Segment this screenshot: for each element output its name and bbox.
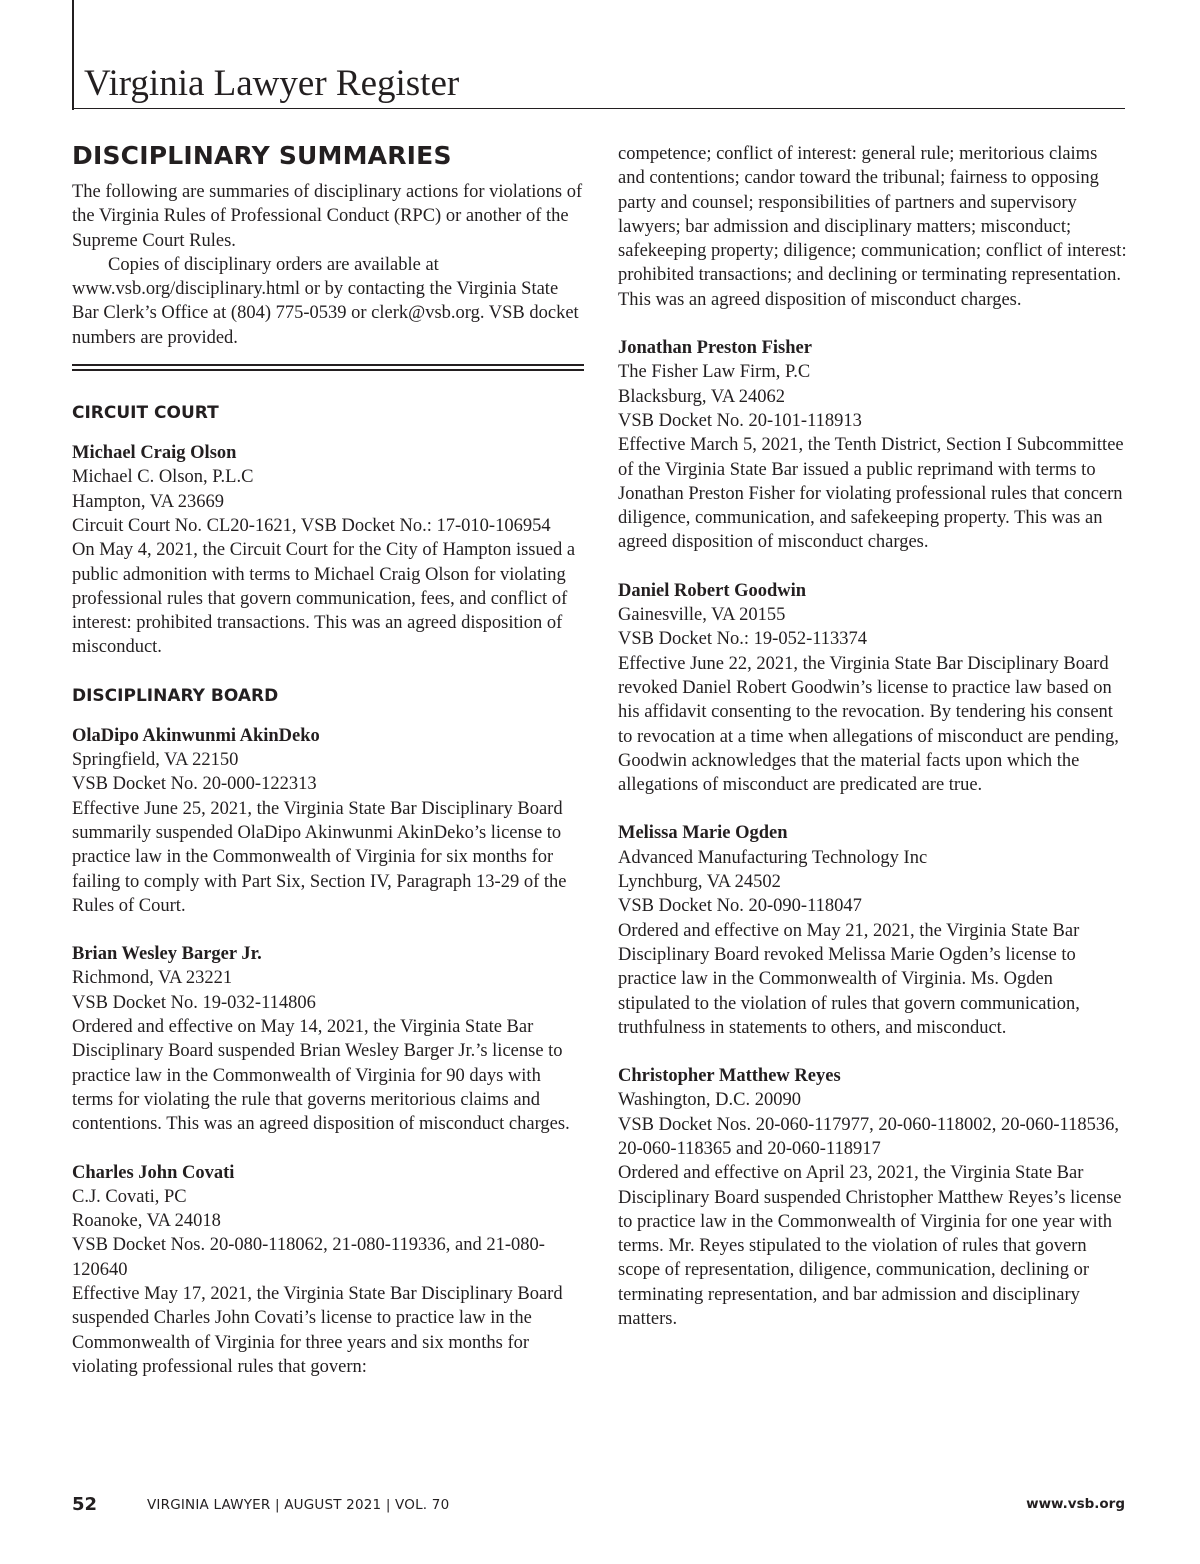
location-line: Richmond, VA 23221 bbox=[72, 968, 233, 989]
website-link[interactable]: www.vsb.org bbox=[1026, 1496, 1125, 1512]
section-heading-circuit-court: CIRCUIT COURT bbox=[72, 403, 219, 424]
entry-body: Effective May 17, 2021, the Virginia State Bar Disciplinary Board suspended Charles John Covati’s license to practice law in the Commonwealth of Virginia for three years and six months for violating professional rules that govern: bbox=[72, 1283, 563, 1377]
publication-info: VIRGINIA LAWYER | AUGUST 2021 | VOL. 70 bbox=[147, 1497, 450, 1513]
firm-line: C.J. Covati, PC bbox=[72, 1186, 187, 1207]
location-line: Springfield, VA 22150 bbox=[72, 750, 239, 771]
entry-body: Ordered and effective on May 21, 2021, the Virginia State Bar Disciplinary Board revoked Melissa Marie Ogden’s license to practice law in the Commonwealth of Virginia. Ms. Ogden stipulated to the violation of rules that govern communication, truthfulness in statements to others, and misconduct. bbox=[618, 920, 1080, 1038]
double-rule-divider bbox=[72, 364, 584, 371]
location-line: Blacksburg, VA 24062 bbox=[618, 386, 786, 407]
intro-paragraph: The following are summaries of disciplinary actions for violations of the Virginia Rules of Professional Conduct (RPC) or another of the Supreme Court Rules. bbox=[72, 182, 583, 251]
section-heading-disciplinary-board: DISCIPLINARY BOARD bbox=[72, 685, 279, 706]
attorney-name: Daniel Robert Goodwin bbox=[618, 580, 807, 601]
page-number: 52 bbox=[72, 1494, 98, 1515]
entry-fisher bbox=[618, 336, 1128, 555]
entry-body: Effective March 5, 2021, the Tenth District, Section I Subcommittee of the Virginia State Bar issued a public reprimand with terms to Jonathan Preston Fisher for violating professional rules that concern diligence, communication, and safekeeping property. This was an agreed disposition of misconduct charges. bbox=[618, 435, 1124, 553]
entry-covati bbox=[72, 1161, 584, 1380]
docket-line: VSB Docket No. 20-090-118047 bbox=[618, 896, 862, 917]
entry-body: On May 4, 2021, the Circuit Court for the City of Hampton issued a public admonition with terms to Michael Craig Olson for violating professional rules that govern communication, fees, and conflict of interest: prohibited transactions. This was an agreed disposition of misconduct. bbox=[72, 540, 576, 658]
page-footer bbox=[72, 1494, 1125, 1516]
docket-line: VSB Docket No. 19-032-114806 bbox=[72, 992, 316, 1013]
location-line: Washington, D.C. 20090 bbox=[618, 1090, 801, 1111]
entry-body: Ordered and effective on April 23, 2021, the Virginia State Bar Disciplinary Board suspended Christopher Matthew Reyes’s license to practice law in the Commonwealth of Virginia for one year with terms. Mr. Reyes stipulated to the violation of rules that govern scope of representation, diligence, communication, declining or terminating representation, and bar admission and disciplinary matters. bbox=[618, 1163, 1122, 1330]
entry-reyes bbox=[618, 1064, 1128, 1331]
attorney-name: Charles John Covati bbox=[72, 1162, 235, 1183]
docket-line: VSB Docket No. 20-000-122313 bbox=[72, 774, 317, 795]
left-column bbox=[72, 140, 584, 1379]
firm-line: Michael C. Olson, P.L.C bbox=[72, 467, 254, 488]
attorney-name: Brian Wesley Barger Jr. bbox=[72, 944, 262, 965]
attorney-name: Michael Craig Olson bbox=[72, 443, 237, 464]
page-header-title: Virginia Lawyer Register bbox=[84, 63, 460, 104]
docket-line: VSB Docket Nos. 20-080-118062, 21-080-119336, and 21-080-120640 bbox=[72, 1235, 545, 1280]
main-heading: DISCIPLINARY SUMMARIES bbox=[72, 141, 452, 170]
entry-body: Effective June 22, 2021, the Virginia State Bar Disciplinary Board revoked Daniel Robert Goodwin’s license to practice law based on his affidavit consenting to the revocation. By tendering his consent to revocation at a time when allegations of misconduct are pending, Goodwin acknowledges that the material facts upon which the allegations of misconduct are predicated are true. bbox=[618, 653, 1119, 796]
location-line: Gainesville, VA 20155 bbox=[618, 605, 786, 626]
docket-line: Circuit Court No. CL20-1621, VSB Docket No.: 17-010-106954 bbox=[72, 515, 551, 536]
continued-paragraph: competence; conflict of interest: general rule; meritorious claims and contentions; candor toward the tribunal; fairness to opposing party and counsel; responsibilities of partners and supervisory lawyers; bar admission and disciplinary matters; misconduct; safekeeping property; diligence; communication; conflict of interest: prohibited transactions; and declining or terminating representation. This was an agreed disposition of misconduct charges. bbox=[618, 144, 1127, 310]
entry-ogden bbox=[618, 821, 1128, 1040]
entry-body: Ordered and effective on May 14, 2021, the Virginia State Bar Disciplinary Board suspended Brian Wesley Barger Jr.’s license to practice law in the Commonwealth of Virginia for 90 days with terms for violating the rule that governs meritorious claims and contentions. This was an agreed disposition of misconduct charges. bbox=[72, 1017, 570, 1135]
docket-line: VSB Docket No.: 19-052-113374 bbox=[618, 629, 868, 650]
header-vertical-rule bbox=[72, 0, 74, 110]
intro-contact-paragraph: Copies of disciplinary orders are available at www.vsb.org/disciplinary.html or by contacting the Virginia State Bar Clerk’s Office at (804) 775-0539 or clerk@vsb.org. VSB docket numbers are provided. bbox=[72, 254, 579, 348]
entry-akindeko bbox=[72, 724, 584, 918]
entry-goodwin bbox=[618, 579, 1128, 798]
docket-line: VSB Docket No. 20-101-118913 bbox=[618, 410, 862, 431]
attorney-name: OlaDipo Akinwunmi AkinDeko bbox=[72, 725, 320, 746]
entry-body: Effective June 25, 2021, the Virginia State Bar Disciplinary Board summarily suspended OlaDipo Akinwunmi AkinDeko’s license to practice law in the Commonwealth of Virginia for six months for failing to comply with Part Six, Section IV, Paragraph 13-29 of the Rules of Court. bbox=[72, 798, 567, 916]
right-column bbox=[618, 142, 1128, 1331]
location-line: Roanoke, VA 24018 bbox=[72, 1211, 221, 1232]
entry-olson bbox=[72, 441, 584, 660]
attorney-name: Jonathan Preston Fisher bbox=[618, 338, 812, 359]
entry-barger bbox=[72, 942, 584, 1136]
attorney-name: Melissa Marie Ogden bbox=[618, 823, 788, 844]
attorney-name: Christopher Matthew Reyes bbox=[618, 1066, 841, 1087]
firm-line: Advanced Manufacturing Technology Inc bbox=[618, 847, 928, 868]
location-line: Lynchburg, VA 24502 bbox=[618, 872, 781, 893]
firm-line: The Fisher Law Firm, P.C bbox=[618, 362, 811, 383]
location-line: Hampton, VA 23669 bbox=[72, 491, 224, 512]
docket-line: VSB Docket Nos. 20-060-117977, 20-060-118002, 20-060-118536, 20-060-118365 and 20-060-118917 bbox=[618, 1114, 1119, 1159]
header-horizontal-rule bbox=[72, 108, 1125, 109]
